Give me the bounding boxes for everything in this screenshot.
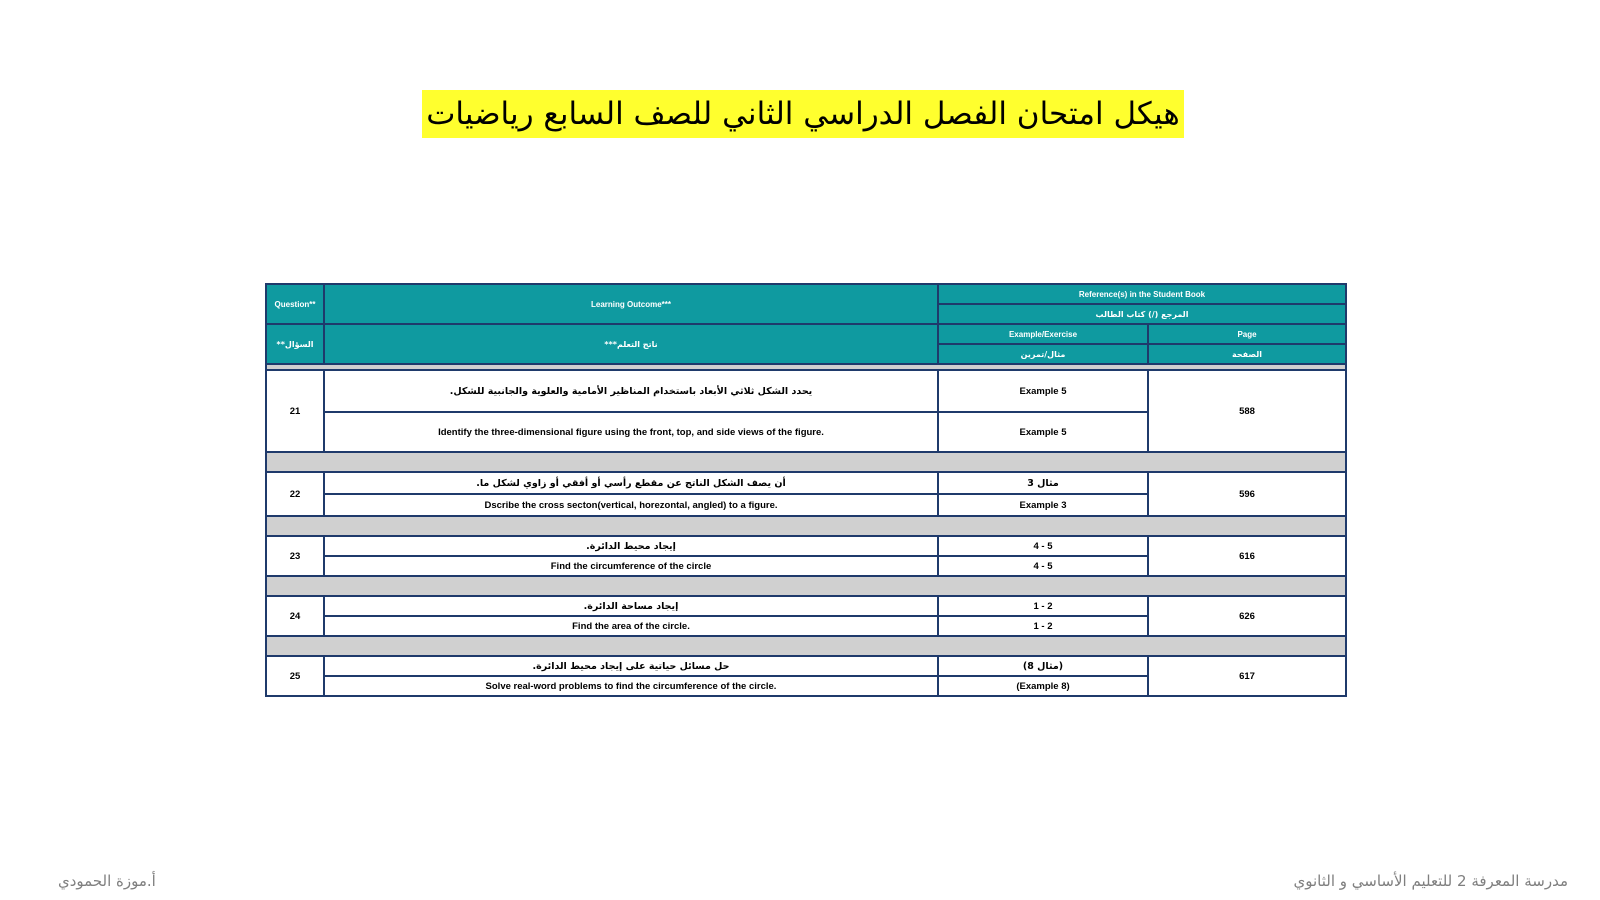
outcome-en: Solve real-word problems to find the circumference of the circle. — [324, 676, 938, 696]
header-outcome-en: Learning Outcome*** — [324, 284, 938, 324]
header-example-en: Example/Exercise — [938, 324, 1148, 344]
page-number: 616 — [1148, 536, 1346, 576]
table-row — [266, 370, 1346, 412]
header-reference-ar: المرجع (/) كتاب الطالب — [938, 304, 1346, 324]
example-en: 1 - 2 — [938, 616, 1148, 636]
outcome-ar: أن يصف الشكل الناتج عن مقطع رأسي أو أفقي أو زاوي لشكل ما. — [324, 472, 938, 494]
header-outcome-ar: ناتج التعلم*** — [324, 324, 938, 364]
outcome-ar: حل مسائل حياتية على إيجاد محيط الدائرة. — [324, 656, 938, 676]
question-number: 25 — [266, 656, 324, 696]
table-row — [266, 596, 1346, 616]
separator-row — [266, 452, 1346, 472]
outcome-en: Find the circumference of the circle — [324, 556, 938, 576]
table-row — [266, 536, 1346, 556]
example-en: Example 3 — [938, 494, 1148, 516]
header-question-ar: السؤال** — [266, 324, 324, 364]
page-number: 617 — [1148, 656, 1346, 696]
outcome-en: Find the area of the circle. — [324, 616, 938, 636]
example-en: Example 5 — [938, 412, 1148, 452]
example-ar: Example 5 — [938, 370, 1148, 412]
footer-school-name: مدرسة المعرفة 2 للتعليم الأساسي و الثانوي — [1293, 872, 1568, 890]
example-ar: 1 - 2 — [938, 596, 1148, 616]
separator-row — [266, 516, 1346, 536]
example-ar: (مثال 8) — [938, 656, 1148, 676]
header-page-ar: الصفحة — [1148, 344, 1346, 364]
example-ar: 4 - 5 — [938, 536, 1148, 556]
header-example-ar: مثال/تمرين — [938, 344, 1148, 364]
question-number: 23 — [266, 536, 324, 576]
table-row — [266, 472, 1346, 494]
outcome-ar: يحدد الشكل ثلاثي الأبعاد باستخدام المناظير الأمامية والعلوية والجانبية للشكل. — [324, 370, 938, 412]
question-number: 24 — [266, 596, 324, 636]
table-row — [266, 656, 1346, 676]
question-number: 21 — [266, 370, 324, 452]
outcome-ar: إيجاد محيط الدائرة. — [324, 536, 938, 556]
outcome-en: Dscribe the cross secton(vertical, horezontal, angled) to a figure. — [324, 494, 938, 516]
page-title: هيكل امتحان الفصل الدراسي الثاني للصف السابع رياضيات — [422, 90, 1184, 138]
header-reference-en: Reference(s) in the Student Book — [938, 284, 1346, 304]
separator-row — [266, 636, 1346, 656]
footer-teacher-name: أ.موزة الحمودي — [58, 872, 156, 890]
example-en: (Example 8) — [938, 676, 1148, 696]
page-number: 596 — [1148, 472, 1346, 516]
outcome-ar: إيجاد مساحة الدائرة. — [324, 596, 938, 616]
page-number: 626 — [1148, 596, 1346, 636]
header-question-en: Question** — [266, 284, 324, 324]
header-page-en: Page — [1148, 324, 1346, 344]
exam-structure-table — [265, 283, 1347, 697]
question-number: 22 — [266, 472, 324, 516]
example-en: 4 - 5 — [938, 556, 1148, 576]
page-number: 588 — [1148, 370, 1346, 452]
separator-row — [266, 576, 1346, 596]
outcome-en: Identify the three-dimensional figure using the front, top, and side views of the figure. — [324, 412, 938, 452]
example-ar: مثال 3 — [938, 472, 1148, 494]
